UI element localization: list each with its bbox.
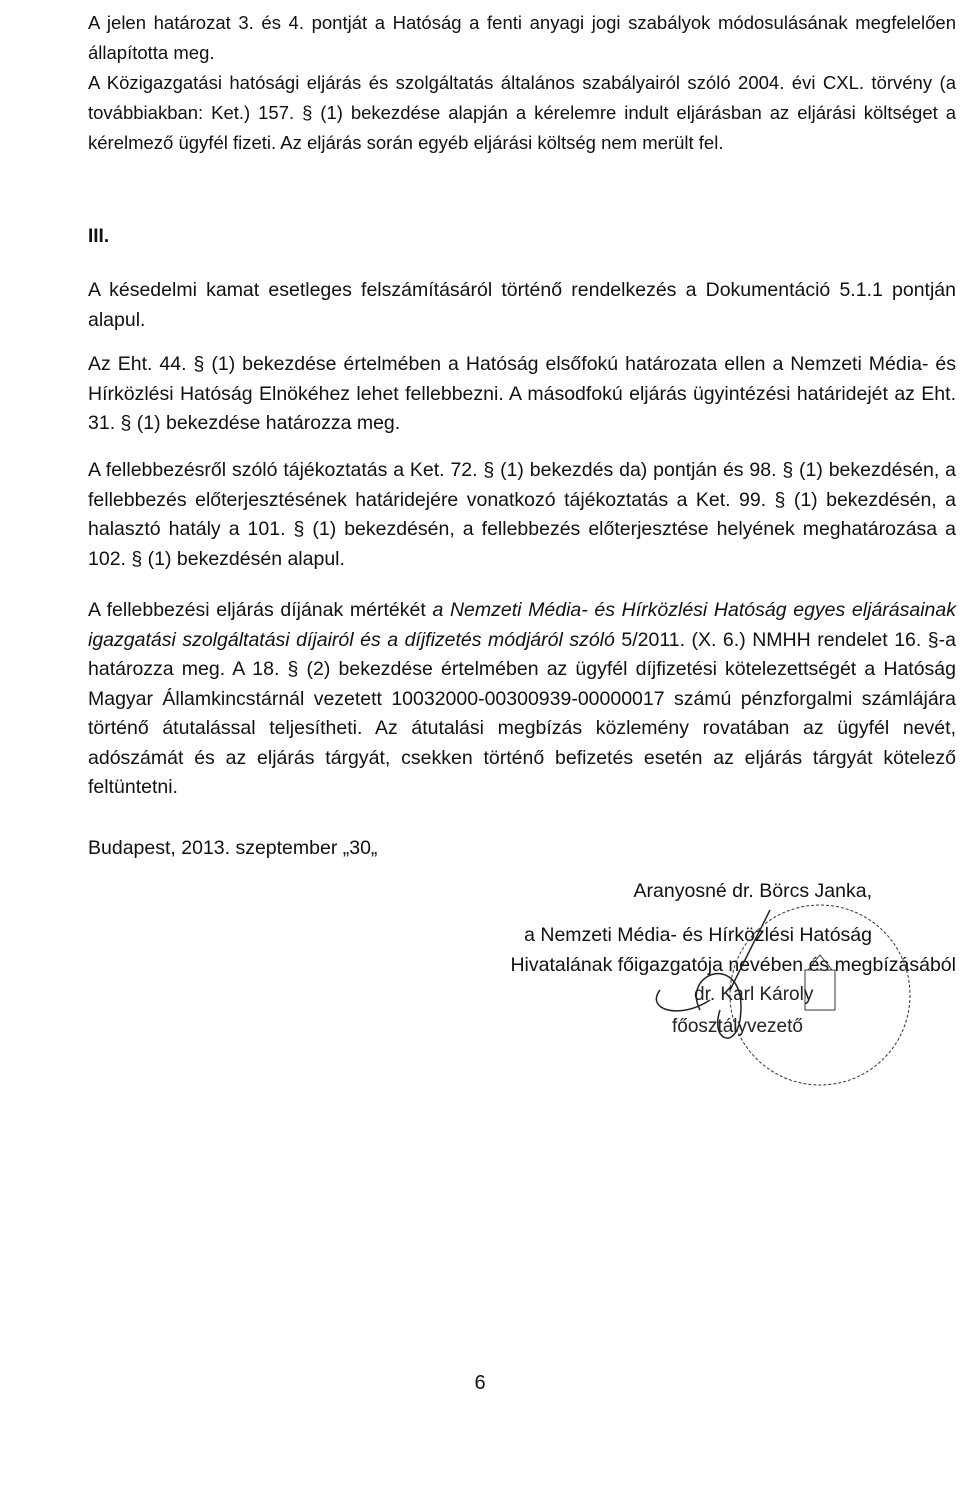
paragraph-5: A fellebbezésről szóló tájékoztatás a Ket. 72. § (1) bekezdés da) pontján és 98. § (1) bekezdésén, a fellebbezés előterjesztésének határidejére vonatkozó tájékoztatás a Ket. 99. § (1) bekezdésén, a halasztó hatály a 101. § (1) bekezdésén, a fellebbezés előterjesztése helyének meghatározása a 102. § (1) bekezdésén alapul.: [88, 459, 956, 570]
paragraph-4: Az Eht. 44. § (1) bekezdése értelmében a Hatóság elsőfokú határozata ellen a Nemzeti Média- és Hírközlési Hatóság Elnökéhez lehet fellebbezni. A másodfokú eljárás ügyintézési határidejét az Eht. 31. § (1) bekezdése határozza meg.: [88, 353, 956, 434]
signer-name: dr. Karl Károly: [694, 984, 814, 1005]
signer-title: főosztályvezető: [672, 1016, 803, 1037]
paragraph-6-start: A fellebbezési eljárás díjának mértékét: [88, 599, 433, 621]
paragraph-3: A késedelmi kamat esetleges felszámításáról történő rendelkezés a Dokumentáció 5.1.1 pontján alapul.: [88, 279, 956, 331]
section-heading: III.: [88, 226, 110, 247]
date-line: Budapest, 2013. szeptember „30„: [88, 837, 378, 859]
paragraph-6-regulation-title: a Nemzeti Média- és Hírközlési Hatóság egyes eljárásainak igazgatási szolgáltatási díjairól és a díjfizetés módjáról szóló: [88, 599, 956, 651]
signatory-line-3: Hivatalának főigazgatója nevében és megbízásából: [510, 954, 956, 976]
paragraph-2: A Közigazgatási hatósági eljárás és szolgáltatás általános szabályairól szóló 2004. évi CXL. törvény (a továbbiakban: Ket.) 157. § (1) bekezdése alapján a kérelemre indult eljárásban az eljárási költséget a kérelmező ügyfél fizeti. Az eljárás során egyéb eljárási költség nem merült fel.: [88, 72, 956, 153]
page-number: 6: [474, 1372, 486, 1394]
paragraph-6-rest: 5/2011. (X. 6.) NMHH rendelet 16. §-a határozza meg. A 18. § (2) bekezdése értelmében az ügyfél díjfizetési kötelezettségét a Hatóság Magyar Államkincstárnál vezetett 10032000-00300939-00000017 számú pénzforgalmi számlájára történő átutalással teljesítheti. Az átutalási megbízás közlemény rovatában az ügyfél nevét, adószámát és az eljárás tárgyát, csekken történő befizetés esetén az eljárás tárgyát kötelező feltüntetni.: [88, 628, 956, 798]
paragraph-1: A jelen határozat 3. és 4. pontját a Hatóság a fenti anyagi jogi szabályok módosulásának megfelelően állapította meg.: [88, 12, 956, 63]
signatory-line-2: a Nemzeti Média- és Hírközlési Hatóság: [524, 924, 872, 946]
signatory-name: Aranyosné dr. Börcs Janka,: [633, 880, 872, 902]
paragraph-6: [88, 596, 956, 803]
